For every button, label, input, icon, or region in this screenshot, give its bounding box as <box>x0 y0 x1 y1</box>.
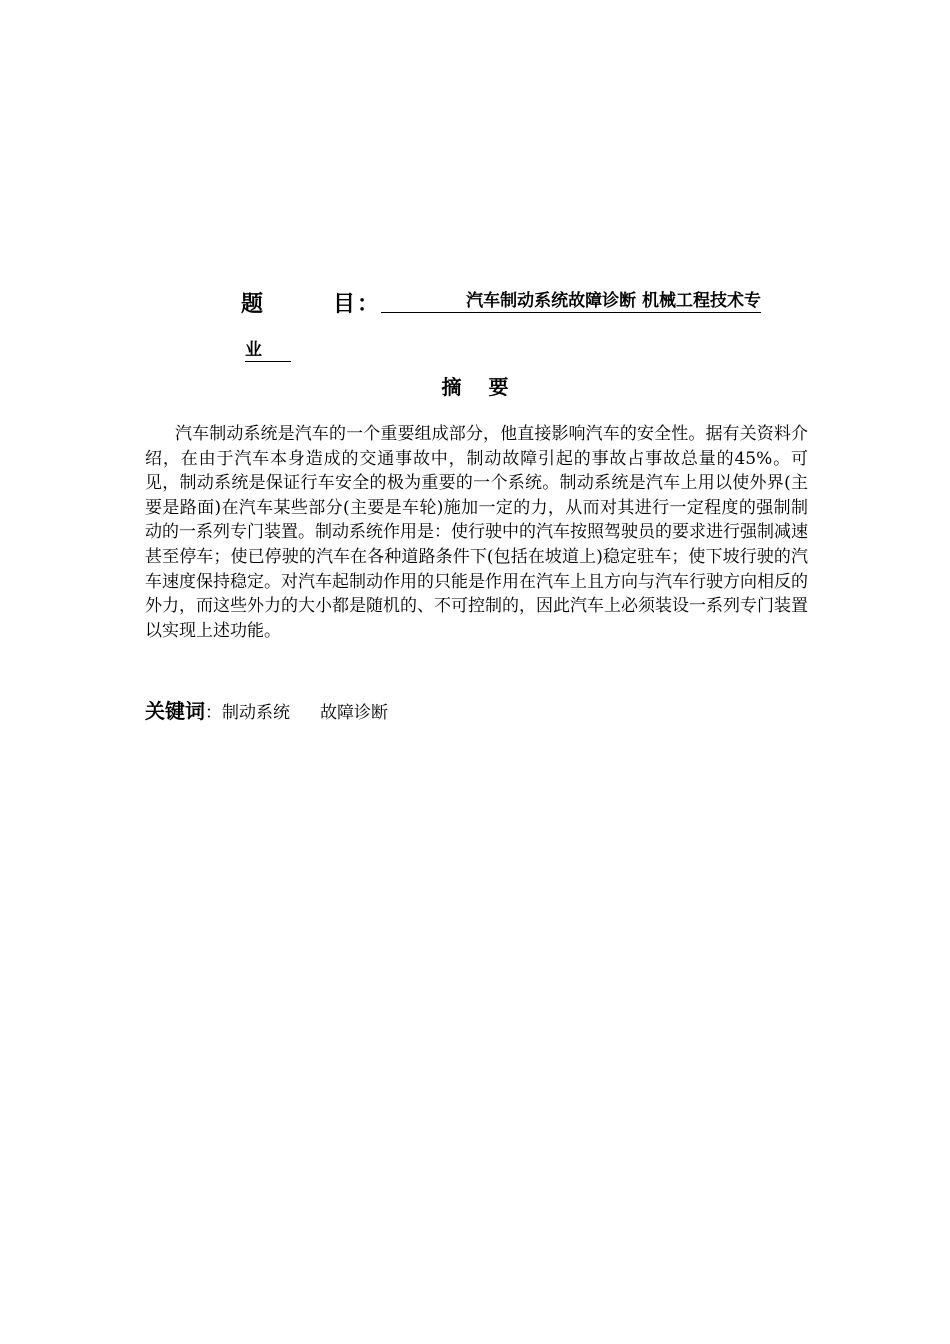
title-label-char-1: 题 <box>241 292 264 317</box>
thesis-title: 汽车制动系统故障诊断 机械工程技术专 <box>381 291 761 313</box>
keywords-line <box>145 695 388 724</box>
keywords-colon: ： <box>205 703 222 723</box>
thesis-title-continuation: 业 <box>245 340 291 362</box>
keyword-item: 制动系统 <box>222 703 290 723</box>
title-line <box>241 287 801 317</box>
abstract-paragraph: 汽车制动系统是汽车的一个重要组成部分，他直接影响汽车的安全性。据有关资料介绍，在由于汽车本身造成的交通事故中，制动故障引起的事故占事故总量的45%。可见，制动系统是保证行车安全的极为重要的一个系统。制动系统是汽车上用以使外界(主要是路面)在汽车某些部分(主要是车轮)施加一定的力，从而对其进行一定程度的强制制动的一系列专门装置。制动系统作用是：使行驶中的汽车按照驾驶员的要求进行强制减速甚至停车；使已停驶的汽车在各种道路条件下(包括在坡道上)稳定驻车；使下坡行驶的汽车速度保持稳定。对汽车起制动作用的只能是作用在汽车上且方向与汽车行驶方向相反的外力，而这些外力的大小都是随机的、不可控制的，因此汽车上必须装设一系列专门装置以实现上述功能。 <box>145 424 808 641</box>
keyword-item: 故障诊断 <box>320 703 388 723</box>
keywords-label: 关键词 <box>145 699 205 723</box>
abstract-heading: 摘 要 <box>441 375 519 399</box>
title-colon: ： <box>357 292 380 317</box>
title-label-char-2: 目 <box>333 292 356 317</box>
